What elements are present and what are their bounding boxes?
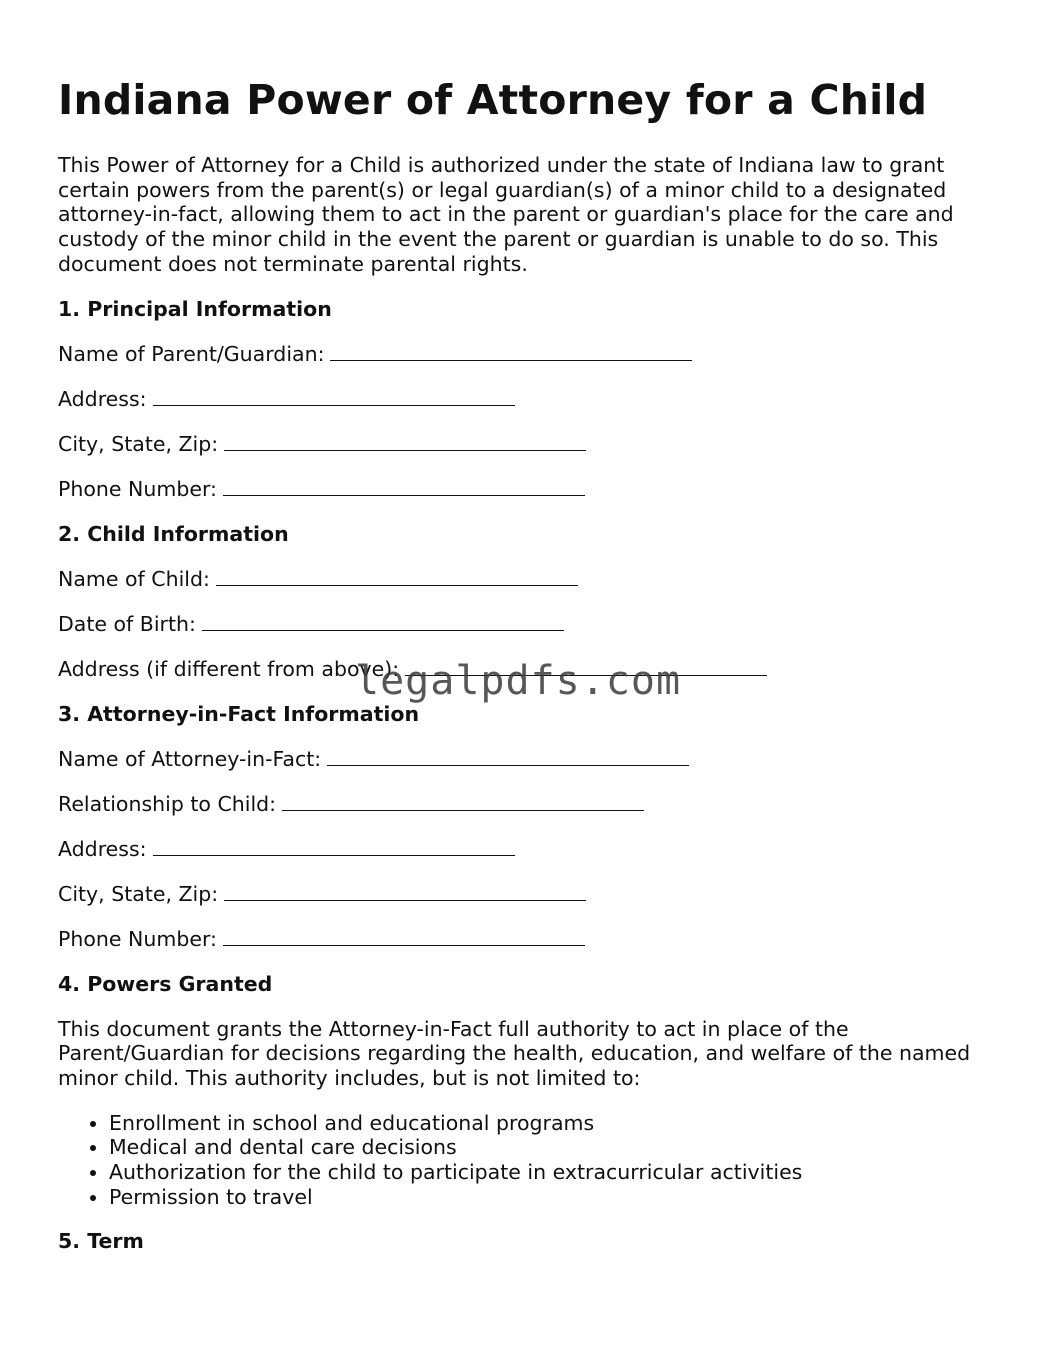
field-child-name [58, 567, 993, 592]
field-principal-phone [58, 477, 993, 502]
list-item: • Enrollment in school and educational programs [109, 1111, 993, 1136]
child-name-blank[interactable] [216, 567, 578, 586]
attorney-address-blank[interactable] [153, 837, 515, 856]
field-label: Name of Parent/Guardian: [58, 341, 325, 366]
field-label: Phone Number: [58, 476, 217, 501]
field-attorney-name [58, 747, 993, 772]
document-page [58, 72, 993, 1274]
document-title: Indiana Power of Attorney for a Child [58, 76, 928, 124]
field-label: Address: [58, 386, 147, 411]
list-item: • Authorization for the child to participate in extracurricular activities [109, 1160, 993, 1185]
field-attorney-address [58, 837, 993, 862]
field-child-address [58, 657, 993, 682]
principal-phone-blank[interactable] [223, 477, 585, 496]
list-item: • Medical and dental care decisions [109, 1135, 993, 1160]
section-heading-term: 5. Term [58, 1229, 144, 1254]
field-label: Name of Attorney-in-Fact: [58, 746, 322, 771]
field-child-dob [58, 612, 993, 637]
field-label: City, State, Zip: [58, 431, 219, 456]
section-heading-principal: 1. Principal Information [58, 296, 332, 321]
field-label: Address: [58, 836, 147, 861]
child-dob-blank[interactable] [202, 612, 564, 631]
principal-address-blank[interactable] [153, 387, 515, 406]
field-principal-city-state-zip [58, 432, 993, 457]
powers-paragraph: This document grants the Attorney-in-Fact full authority to act in place of the Parent/Guardian for decisions regarding the health, education, and welfare of the named minor child. This authority includes, but is not limited to: [58, 1016, 971, 1090]
attorney-phone-blank[interactable] [223, 927, 585, 946]
intro-paragraph: This Power of Attorney for a Child is authorized under the state of Indiana law to grant certain powers from the parent(s) or legal guardian(s) of a minor child to a designated attorney-in-fact, allowing them to act in the parent or guardian's place for the care and custody of the minor child in the event the parent or guardian is unable to do so. This document does not terminate parental rights. [58, 153, 954, 276]
attorney-relationship-blank[interactable] [282, 792, 644, 811]
field-label: Phone Number: [58, 926, 217, 951]
field-label: Address (if different from above): [58, 656, 400, 681]
child-address-blank[interactable] [405, 657, 767, 676]
field-parent-name [58, 342, 993, 367]
field-label: Name of Child: [58, 566, 210, 591]
section-heading-child: 2. Child Information [58, 521, 289, 546]
field-principal-address [58, 387, 993, 412]
list-item: • Permission to travel [109, 1185, 993, 1210]
field-label: City, State, Zip: [58, 881, 219, 906]
attorney-name-blank[interactable] [327, 747, 689, 766]
section-heading-powers: 4. Powers Granted [58, 971, 273, 996]
field-attorney-city-state-zip [58, 882, 993, 907]
field-label: Relationship to Child: [58, 791, 277, 816]
principal-city-state-zip-blank[interactable] [224, 432, 586, 451]
field-attorney-phone [58, 927, 993, 952]
attorney-city-state-zip-blank[interactable] [224, 882, 586, 901]
parent-name-blank[interactable] [330, 342, 692, 361]
watermark: legalpdfs.com [355, 658, 682, 704]
section-heading-attorney: 3. Attorney-in-Fact Information [58, 701, 420, 726]
field-attorney-relationship [58, 792, 993, 817]
powers-list [58, 1111, 993, 1210]
field-label: Date of Birth: [58, 611, 196, 636]
